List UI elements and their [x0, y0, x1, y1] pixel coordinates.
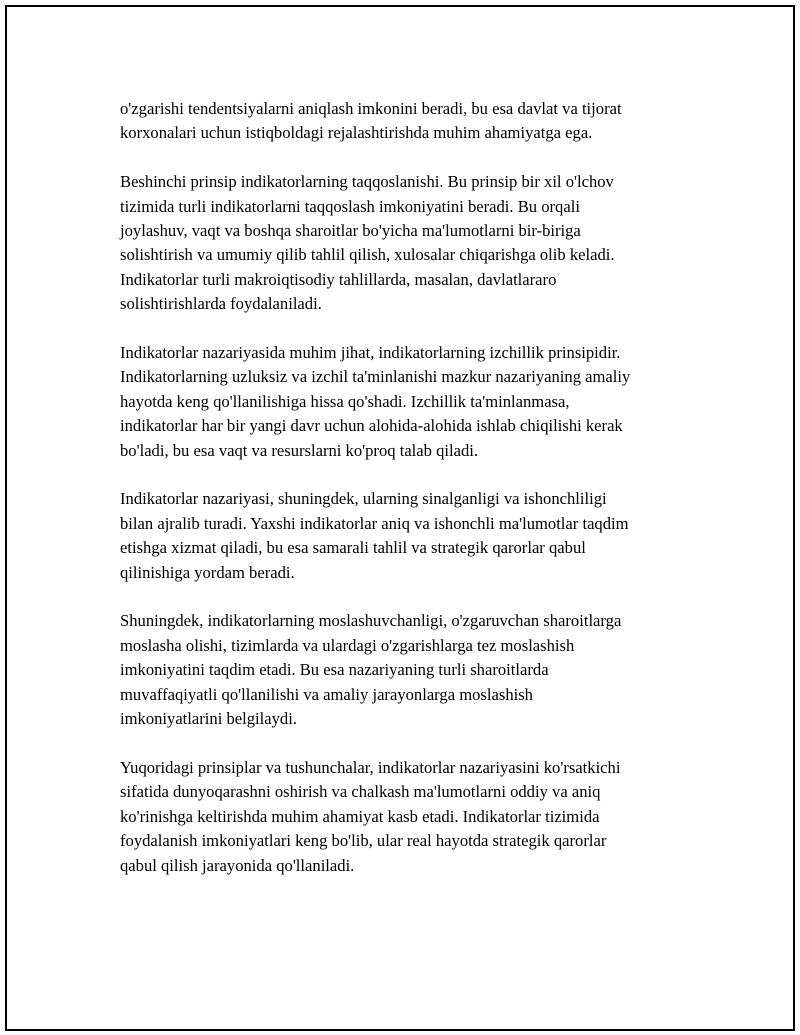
paragraph: Shuningdek, indikatorlarning moslashuvchanligi, o'zgaruvchan sharoitlarga moslasha olishi, tizimlarda va ulardagi o'zgarishlarga tez moslashish imkoniyatini taqdim etadi. Bu esa nazariyaning turli sharoitlarda muvaffaqiyatli qo'llanilishi va amaliy jarayonlarga moslashish imkoniyatlarini belgilaydi.: [120, 611, 622, 729]
paragraph: Indikatorlar nazariyasida muhim jihat, indikatorlarning izchillik prinsipidir. Indikatorlarning uzluksiz va izchil ta'minlanishi mazkur nazariyaning amaliy hayotda keng qo'llanilishiga hissa qo'shadi. Izchillik ta'minlanmasa, indikatorlar har bir yangi davr uchun alohida-alohida ishlab chiqilishi kerak bo'ladi, bu esa vaqt va resurslarni ko'proq talab qiladi.: [120, 343, 631, 460]
document-body: [120, 97, 710, 902]
page-frame: [5, 5, 795, 1031]
paragraph: Beshinchi prinsip indikatorlarning taqqoslanishi. Bu prinsip bir xil o'lchov tizimida turli indikatorlarni taqqoslash imkoniyatini beradi. Bu orqali joylashuv, vaqt va boshqa sharoitlar bo'yicha ma'lumotlarni bir-biriga solishtirish va umumiy qilib tahlil qilish, xulosalar chiqarishga olib keladi. Indikatorlar turli makroiqtisodiy tahlillarda, masalan, davlatlararo solishtirishlarda foydalaniladi.: [120, 172, 615, 314]
paragraph: Yuqoridagi prinsiplar va tushunchalar, indikatorlar nazariyasini ko'rsatkichi sifatida dunyoqarashni oshirish va chalkash ma'lumotlarni oddiy va aniq ko'rinishga keltirishda muhim ahamiyat kasb etadi. Indikatorlar tizimida foydalanish imkoniyatlari keng bo'lib, ular real hayotda strategik qarorlar qabul qilish jarayonida qo'llaniladi.: [120, 757, 621, 875]
paragraph: o'zgarishi tendentsiyalarni aniqlash imkonini beradi, bu esa davlat va tijorat korxonalari uchun istiqboldagi rejalashtirishda muhim ahamiyatga ega.: [120, 99, 622, 143]
paragraph: Indikatorlar nazariyasi, shuningdek, ularning sinalganligi va ishonchliligi bilan ajralib turadi. Yaxshi indikatorlar aniq va ishonchli ma'lumotlar taqdim etishga xizmat qiladi, bu esa samarali tahlil va strategik qarorlar qabul qilinishiga yordam beradi.: [120, 489, 629, 582]
